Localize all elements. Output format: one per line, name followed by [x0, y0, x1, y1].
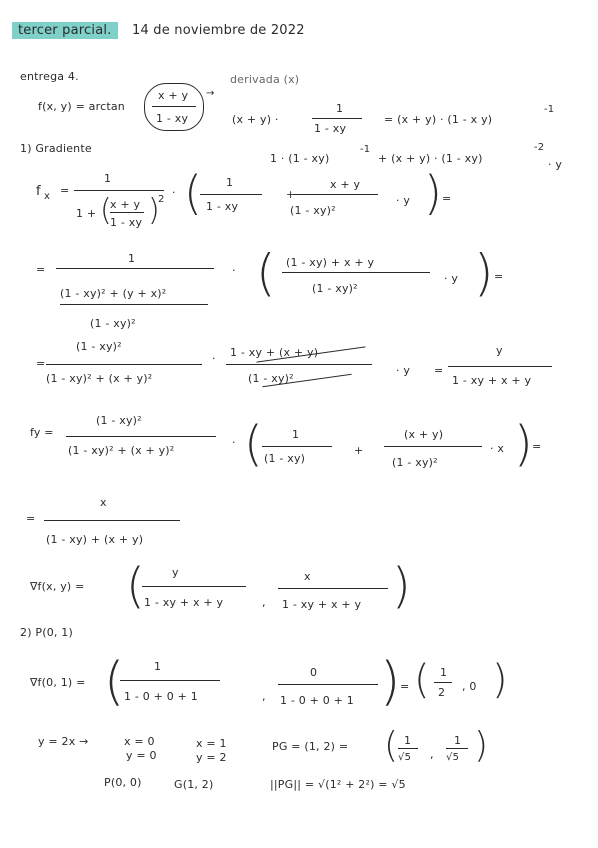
paren-left: (	[256, 244, 276, 302]
fraction-bar	[142, 586, 246, 587]
fraction-bar	[120, 680, 220, 681]
arg-denominator: 1 - xy	[156, 112, 189, 125]
fraction-bar	[446, 748, 468, 749]
paren-right: )	[474, 244, 494, 302]
fraction-bar	[44, 520, 180, 521]
paren-left: (	[100, 193, 112, 228]
times-y: · y	[444, 272, 459, 285]
point-g: G(1, 2)	[174, 778, 214, 791]
derivada-label: derivada (x)	[230, 73, 300, 86]
vector-pg: PG = (1, 2) =	[272, 740, 349, 753]
term-den: (1 - xy)²	[392, 456, 438, 469]
paren-left: (	[184, 166, 202, 220]
result-den: (1 - xy) + (x + y)	[46, 533, 144, 546]
result-den: 2	[438, 686, 446, 699]
frac-num: 0	[310, 666, 318, 679]
equals: =	[400, 680, 410, 693]
fraction-bar	[448, 366, 552, 367]
inner-den: 1 - xy	[110, 216, 143, 229]
derivative-num: 1	[336, 102, 344, 115]
fraction-bar	[282, 272, 430, 273]
equals: =	[26, 512, 36, 525]
line-equation: y = 2x →	[38, 735, 89, 748]
equals: =	[532, 440, 542, 453]
fraction-bar	[152, 106, 196, 107]
unit-den-1: √5	[398, 752, 412, 763]
exponent: -1	[544, 104, 555, 115]
fraction-bar	[384, 446, 482, 447]
fraction-bar	[278, 588, 388, 589]
comma: ,	[262, 690, 266, 703]
fraction-bar	[278, 684, 378, 685]
times-y: · y	[396, 194, 411, 207]
fx-numerator: 1	[104, 172, 112, 185]
frac-den-a: (1 - xy)² + (y + x)²	[60, 287, 167, 300]
result-num: x	[100, 496, 107, 509]
fraction-bar	[398, 748, 418, 749]
fraction-bar	[312, 118, 362, 119]
unit-num-2: 1	[454, 734, 462, 747]
fraction-bar	[74, 190, 164, 191]
fraction-bar	[294, 194, 378, 195]
paren-right: )	[424, 166, 442, 220]
fraction-bar	[56, 268, 214, 269]
frac-den: 1 - 0 + 0 + 1	[124, 690, 198, 703]
frac-num: 1	[154, 660, 162, 673]
dot: ·	[212, 352, 216, 365]
plus: +	[354, 444, 364, 457]
paren-left: (	[244, 416, 263, 472]
result-num: y	[496, 344, 503, 357]
gradient-num-2: x	[304, 570, 311, 583]
result-num: 1	[440, 666, 448, 679]
plus: +	[286, 188, 296, 201]
term-num: 1	[292, 428, 300, 441]
fy-label: fy =	[30, 426, 54, 439]
result-den: 1 - xy + x + y	[452, 374, 532, 387]
exponent: 2	[158, 194, 165, 205]
fraction-bar	[262, 446, 332, 447]
derivative-left: (x + y) ·	[232, 113, 279, 126]
derivative-den: 1 - xy	[314, 122, 347, 135]
function-lhs: f(x, y) = arctan	[38, 100, 125, 113]
derivative-line2: 1 · (1 - xy)	[270, 152, 330, 165]
fraction-bar	[46, 364, 202, 365]
arrow-icon: →	[206, 88, 215, 99]
equals: =	[36, 263, 46, 276]
equals: =	[434, 364, 444, 377]
x-zero: x = 0	[124, 735, 155, 748]
paren-right: )	[392, 558, 411, 614]
frac-num: (1 - xy)²	[96, 414, 142, 427]
fraction-bar	[66, 436, 216, 437]
comma: ,	[262, 596, 266, 609]
gradient-den-2: 1 - xy + x + y	[282, 598, 362, 611]
gradient-den-1: 1 - xy + x + y	[144, 596, 224, 609]
one-plus: 1 +	[76, 207, 97, 220]
unit-den-2: √5	[446, 752, 460, 763]
fraction-bar	[200, 194, 262, 195]
section-gradient-label: 1) Gradiente	[20, 142, 92, 155]
frac-den: (1 - xy)²	[312, 282, 358, 295]
derivative-line2-end: · y	[548, 158, 563, 171]
exponent: -2	[534, 142, 545, 153]
paren-left: (	[384, 725, 399, 766]
frac-den: 1 - 0 + 0 + 1	[280, 694, 354, 707]
struck-den: (1 - xy)²	[248, 372, 294, 385]
term-num: 1	[226, 176, 234, 189]
fraction-bar	[226, 364, 372, 365]
dot: ·	[172, 186, 176, 199]
exam-date: 14 de noviembre de 2022	[132, 23, 305, 38]
unit-num-1: 1	[404, 734, 412, 747]
paren-right: )	[474, 725, 489, 766]
term-num: (x + y)	[404, 428, 444, 441]
fx-symbol: f	[36, 184, 41, 199]
fraction-bar	[110, 212, 144, 213]
y-two: y = 2	[196, 751, 227, 764]
frac-den: (1 - xy)² + (x + y)²	[68, 444, 175, 457]
frac-num: 1	[128, 252, 136, 265]
derivative-line2-mid: + (x + y) · (1 - xy)	[378, 152, 483, 165]
term-den: 1 - xy	[206, 200, 239, 213]
struck-num: 1 - xy + (x + y)	[230, 346, 319, 359]
term-den: (1 - xy)²	[290, 204, 336, 217]
equals: =	[442, 192, 452, 205]
paren-left: (	[104, 652, 125, 712]
paren-right: )	[148, 193, 160, 228]
derivative-right: = (x + y) · (1 - x y)	[384, 113, 493, 126]
section-point-label: 2) P(0, 1)	[20, 626, 73, 639]
exam-title: tercer parcial.	[12, 22, 118, 39]
dot: ·	[232, 436, 236, 449]
y-zero: y = 0	[126, 749, 157, 762]
arg-numerator: x + y	[158, 89, 189, 102]
paren-right: )	[380, 652, 401, 712]
frac-num: (1 - xy) + x + y	[286, 256, 375, 269]
inner-num: x + y	[110, 198, 141, 211]
norm-pg: ||PG|| = √(1² + 2²) = √5	[270, 778, 406, 791]
x-one: x = 1	[196, 737, 227, 750]
paren-left: (	[126, 558, 145, 614]
times-y: · y	[396, 364, 411, 377]
times-x: · x	[490, 442, 505, 455]
term-den: (1 - xy)	[264, 452, 306, 465]
comma: ,	[430, 748, 434, 761]
entrega-label: entrega 4.	[20, 70, 79, 83]
fraction-bar	[434, 682, 452, 683]
result-second: , 0	[462, 680, 477, 693]
frac-num: (1 - xy)²	[76, 340, 122, 353]
fraction-bar	[60, 304, 208, 305]
exponent: -1	[360, 144, 371, 155]
term-num: x + y	[330, 178, 361, 191]
equals: =	[60, 184, 70, 197]
gradient-num-1: y	[172, 566, 179, 579]
paren-left: (	[414, 657, 430, 703]
frac-den: (1 - xy)² + (x + y)²	[46, 372, 153, 385]
gradient-label: ∇f(x, y) =	[30, 580, 85, 593]
equals: =	[494, 270, 504, 283]
gradient-at-point: ∇f(0, 1) =	[30, 676, 86, 689]
paren-right: )	[492, 657, 508, 703]
point-p: P(0, 0)	[104, 776, 142, 789]
dot: ·	[232, 264, 236, 277]
frac-den-b: (1 - xy)²	[90, 317, 136, 330]
paren-right: )	[514, 416, 533, 472]
equals: =	[36, 357, 46, 370]
fx-subscript: x	[44, 191, 51, 202]
